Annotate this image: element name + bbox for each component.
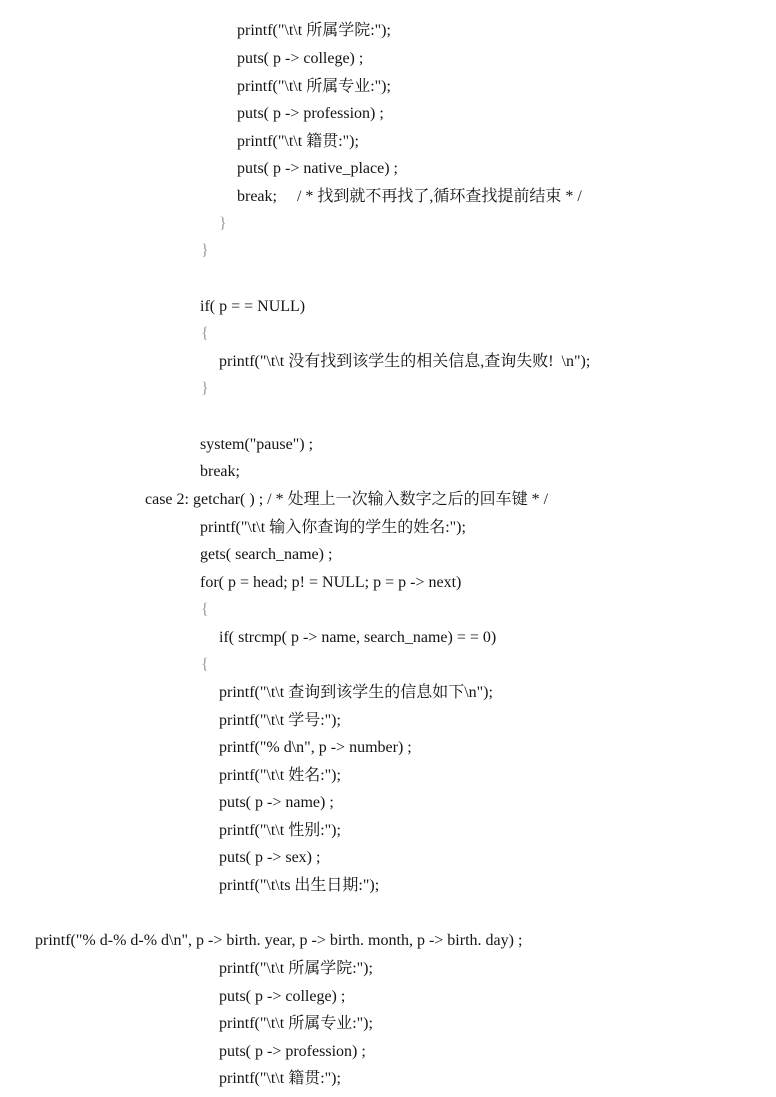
code-line: case 2: getchar( ) ; / * 处理上一次输入数字之后的回车键 * / bbox=[145, 491, 549, 508]
code-line: printf("\t\t 所属专业:"); bbox=[219, 1015, 373, 1032]
code-line: if( strcmp( p -> name, search_name) = = 0) bbox=[219, 629, 497, 646]
code-line: puts( p -> college) ; bbox=[219, 988, 346, 1005]
code-line: break; bbox=[200, 463, 240, 480]
opening-brace: { bbox=[201, 325, 209, 342]
code-line: puts( p -> profession) ; bbox=[237, 105, 384, 122]
code-line: puts( p -> college) ; bbox=[237, 50, 364, 67]
code-line: printf("\t\t 学号:"); bbox=[219, 712, 341, 729]
code-line: printf("% d\n", p -> number) ; bbox=[219, 739, 412, 756]
code-line: printf("\t\t 输入你查询的学生的姓名:"); bbox=[200, 519, 466, 536]
code-line: printf("\t\t 所属学院:"); bbox=[219, 960, 373, 977]
code-line: system("pause") ; bbox=[200, 436, 314, 453]
opening-brace: { bbox=[201, 601, 209, 618]
code-line: for( p = head; p! = NULL; p = p -> next) bbox=[200, 574, 462, 591]
code-line: printf("\t\t 籍贯:"); bbox=[219, 1070, 341, 1087]
code-line: printf("\t\t 性别:"); bbox=[219, 822, 341, 839]
code-line: printf("\t\t 籍贯:"); bbox=[237, 133, 359, 150]
code-line: break; / * 找到就不再找了,循环查找提前结束 * / bbox=[237, 188, 582, 205]
closing-brace: } bbox=[219, 215, 227, 232]
code-line: printf("\t\t 所属专业:"); bbox=[237, 78, 391, 95]
code-line: printf("% d-% d-% d\n", p -> birth. year, p -> birth. month, p -> birth. day) ; bbox=[35, 932, 523, 949]
code-line: puts( p -> name) ; bbox=[219, 794, 334, 811]
closing-brace: } bbox=[201, 380, 209, 397]
code-line: printf("\t\t 没有找到该学生的相关信息,查询失败! \n"); bbox=[219, 353, 591, 370]
closing-brace: } bbox=[201, 242, 209, 259]
code-line: puts( p -> sex) ; bbox=[219, 849, 321, 866]
code-line: printf("\t\t 所属学院:"); bbox=[237, 22, 391, 39]
code-line: printf("\t\t 姓名:"); bbox=[219, 767, 341, 784]
code-line: printf("\t\ts 出生日期:"); bbox=[219, 877, 380, 894]
opening-brace: { bbox=[201, 656, 209, 673]
code-line: puts( p -> profession) ; bbox=[219, 1043, 366, 1060]
code-line: gets( search_name) ; bbox=[200, 546, 333, 563]
code-line: if( p = = NULL) bbox=[200, 298, 306, 315]
code-line: printf("\t\t 查询到该学生的信息如下\n"); bbox=[219, 684, 493, 701]
code-line: puts( p -> native_place) ; bbox=[237, 160, 398, 177]
